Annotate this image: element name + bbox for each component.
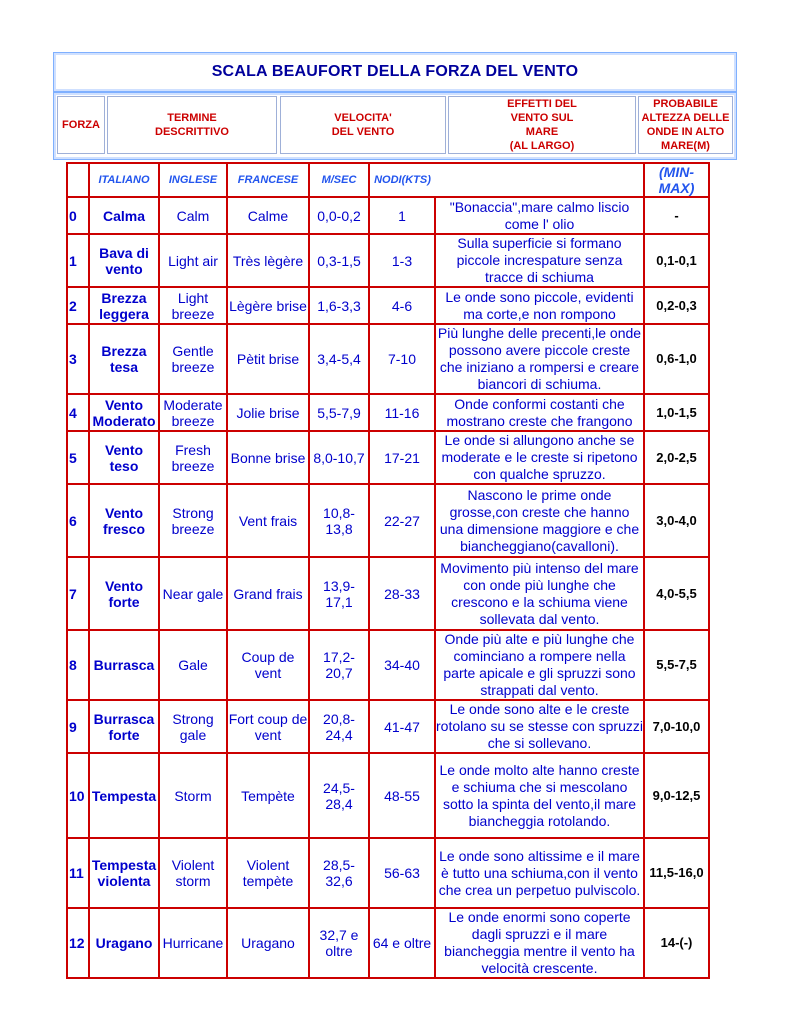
italiano-cell: Brezza leggera bbox=[89, 287, 159, 324]
forza-cell: 9 bbox=[67, 700, 89, 753]
forza-cell: 10 bbox=[67, 753, 89, 838]
table-row bbox=[67, 287, 709, 324]
effetti-cell: Onde conformi costanti che mostrano creste che frangono bbox=[435, 394, 644, 431]
effetti-cell: Le onde si allungono anche se moderate e le creste si ripetono con qualche spruzzo. bbox=[435, 431, 644, 484]
msec-cell: 24,5-28,4 bbox=[309, 753, 369, 838]
nodi-cell: 48-55 bbox=[369, 753, 435, 838]
altezza-cell: 14-(-) bbox=[644, 908, 709, 978]
table-row bbox=[67, 234, 709, 287]
francese-cell: Jolie brise bbox=[227, 394, 309, 431]
table-row bbox=[67, 838, 709, 908]
forza-cell: 1 bbox=[67, 234, 89, 287]
inglese-cell: Light breeze bbox=[159, 287, 227, 324]
forza-cell: 8 bbox=[67, 630, 89, 700]
effetti-cell: Le onde molto alte hanno creste e schiuma che si mescolano sotto la spinta del vento,il mare biancheggia rotolando. bbox=[435, 753, 644, 838]
italiano-cell: Vento Moderato bbox=[89, 394, 159, 431]
nodi-cell: 1-3 bbox=[369, 234, 435, 287]
francese-cell: Grand frais bbox=[227, 557, 309, 630]
italiano-cell: Burrasca forte bbox=[89, 700, 159, 753]
nodi-cell: 64 e oltre bbox=[369, 908, 435, 978]
nodi-cell: 34-40 bbox=[369, 630, 435, 700]
forza-cell: 2 bbox=[67, 287, 89, 324]
francese-cell: Très lègère bbox=[227, 234, 309, 287]
italiano-cell: Tempesta bbox=[89, 753, 159, 838]
inglese-cell: Violent storm bbox=[159, 838, 227, 908]
effetti-cell: Sulla superficie si formano piccole increspature senza tracce di schiuma bbox=[435, 234, 644, 287]
altezza-cell: 0,1-0,1 bbox=[644, 234, 709, 287]
msec-cell: 5,5-7,9 bbox=[309, 394, 369, 431]
italiano-cell: Burrasca bbox=[89, 630, 159, 700]
subheader-empty bbox=[67, 163, 89, 197]
subheader-effetti-empty bbox=[435, 163, 644, 197]
forza-cell: 3 bbox=[67, 324, 89, 394]
beaufort-table bbox=[66, 162, 710, 979]
effetti-cell: "Bonaccia",mare calmo liscio come l' olio bbox=[435, 197, 644, 234]
page-title: SCALA BEAUFORT DELLA FORZA DEL VENTO bbox=[211, 63, 579, 80]
francese-cell: Vent frais bbox=[227, 484, 309, 557]
altezza-cell: 3,0-4,0 bbox=[644, 484, 709, 557]
altezza-cell: 5,5-7,5 bbox=[644, 630, 709, 700]
forza-cell: 0 bbox=[67, 197, 89, 234]
subheader-nodi-label: NODI(KTS) bbox=[374, 174, 431, 186]
subheader-minmax: (MIN- MAX) bbox=[644, 163, 709, 197]
table-row bbox=[67, 630, 709, 700]
effetti-cell: Movimento più intenso del mare con onde più lunghe che crescono e la schiuma viene sollevata dal vento. bbox=[435, 557, 644, 630]
inglese-cell: Storm bbox=[159, 753, 227, 838]
inglese-cell: Hurricane bbox=[159, 908, 227, 978]
inglese-cell: Gale bbox=[159, 630, 227, 700]
table-row bbox=[67, 700, 709, 753]
header-altezza: PROBABILE ALTEZZA DELLE ONDE IN ALTO MARE(M) bbox=[638, 96, 733, 154]
effetti-cell: Le onde sono altissime e il mare è tutto una schiuma,con il vento che crea un perpetuo pulviscolo. bbox=[435, 838, 644, 908]
francese-cell: Uragano bbox=[227, 908, 309, 978]
subheader-francese: FRANCESE bbox=[227, 163, 309, 197]
inglese-cell: Calm bbox=[159, 197, 227, 234]
msec-cell: 3,4-5,4 bbox=[309, 324, 369, 394]
altezza-cell: 11,5-16,0 bbox=[644, 838, 709, 908]
italiano-cell: Vento fresco bbox=[89, 484, 159, 557]
italiano-cell: Uragano bbox=[89, 908, 159, 978]
altezza-cell: 1,0-1,5 bbox=[644, 394, 709, 431]
altezza-cell: 0,2-0,3 bbox=[644, 287, 709, 324]
nodi-cell: 41-47 bbox=[369, 700, 435, 753]
nodi-cell: 7-10 bbox=[369, 324, 435, 394]
inglese-cell: Gentle breeze bbox=[159, 324, 227, 394]
altezza-cell: 9,0-12,5 bbox=[644, 753, 709, 838]
inglese-cell: Moderate breeze bbox=[159, 394, 227, 431]
inglese-cell: Strong breeze bbox=[159, 484, 227, 557]
table-row bbox=[67, 431, 709, 484]
msec-cell: 8,0-10,7 bbox=[309, 431, 369, 484]
nodi-cell: 11-16 bbox=[369, 394, 435, 431]
altezza-cell: 4,0-5,5 bbox=[644, 557, 709, 630]
francese-cell: Coup de vent bbox=[227, 630, 309, 700]
subheader-row bbox=[67, 163, 709, 197]
subheader-inglese: INGLESE bbox=[159, 163, 227, 197]
nodi-cell: 4-6 bbox=[369, 287, 435, 324]
header-forza: FORZA bbox=[57, 96, 105, 154]
msec-cell: 20,8-24,4 bbox=[309, 700, 369, 753]
table-row bbox=[67, 908, 709, 978]
italiano-cell: Bava di vento bbox=[89, 234, 159, 287]
effetti-cell: Nascono le prime onde grosse,con creste che hanno una dimensione maggiore e che biancheggiano(cavalloni). bbox=[435, 484, 644, 557]
nodi-cell: 56-63 bbox=[369, 838, 435, 908]
header-row bbox=[53, 92, 737, 160]
table-row bbox=[67, 197, 709, 234]
subheader-msec: M/SEC bbox=[309, 163, 369, 197]
table-row bbox=[67, 753, 709, 838]
forza-cell: 11 bbox=[67, 838, 89, 908]
altezza-cell: 2,0-2,5 bbox=[644, 431, 709, 484]
subheader-nodi bbox=[369, 163, 435, 197]
italiano-cell: Vento forte bbox=[89, 557, 159, 630]
msec-cell: 32,7 e oltre bbox=[309, 908, 369, 978]
forza-cell: 4 bbox=[67, 394, 89, 431]
nodi-cell: 17-21 bbox=[369, 431, 435, 484]
effetti-cell: Le onde enormi sono coperte dagli spruzzi e il mare biancheggia mentre il vento ha velocità crescente. bbox=[435, 908, 644, 978]
subheader-italiano: ITALIANO bbox=[89, 163, 159, 197]
header-termine: TERMINE DESCRITTIVO bbox=[107, 96, 277, 154]
inglese-cell: Near gale bbox=[159, 557, 227, 630]
effetti-cell: Le onde sono piccole, evidenti ma corte,e non rompono bbox=[435, 287, 644, 324]
altezza-cell: 7,0-10,0 bbox=[644, 700, 709, 753]
msec-cell: 0,3-1,5 bbox=[309, 234, 369, 287]
inglese-cell: Strong gale bbox=[159, 700, 227, 753]
italiano-cell: Calma bbox=[89, 197, 159, 234]
msec-cell: 1,6-3,3 bbox=[309, 287, 369, 324]
francese-cell: Violent tempète bbox=[227, 838, 309, 908]
inglese-cell: Light air bbox=[159, 234, 227, 287]
effetti-cell: Le onde sono alte e le creste rotolano su se stesse con spruzzi che si sollevano. bbox=[436, 701, 643, 751]
altezza-cell: 0,6-1,0 bbox=[644, 324, 709, 394]
italiano-cell: Tempesta violenta bbox=[89, 838, 159, 908]
italiano-cell: Vento teso bbox=[89, 431, 159, 484]
msec-cell: 28,5-32,6 bbox=[309, 838, 369, 908]
table-row bbox=[67, 484, 709, 557]
francese-cell: Tempète bbox=[227, 753, 309, 838]
nodi-cell: 1 bbox=[369, 197, 435, 234]
inglese-cell: Fresh breeze bbox=[159, 431, 227, 484]
altezza-cell: - bbox=[644, 197, 709, 234]
francese-cell: Lègère brise bbox=[227, 287, 309, 324]
effetti-cell: Onde più alte e più lunghe che cominciano a rompere nella parte apicale e gli spruzzi sono strappati dal vento. bbox=[435, 630, 644, 700]
msec-cell: 17,2-20,7 bbox=[309, 630, 369, 700]
nodi-cell: 28-33 bbox=[369, 557, 435, 630]
forza-cell: 5 bbox=[67, 431, 89, 484]
msec-cell: 10,8-13,8 bbox=[309, 484, 369, 557]
forza-cell: 12 bbox=[67, 908, 89, 978]
table-row bbox=[67, 324, 709, 394]
forza-cell: 6 bbox=[67, 484, 89, 557]
francese-cell: Pètit brise bbox=[227, 324, 309, 394]
table-row bbox=[67, 557, 709, 630]
header-velocita: VELOCITA' DEL VENTO bbox=[280, 96, 446, 154]
francese-cell: Fort coup de vent bbox=[227, 700, 309, 753]
msec-cell: 0,0-0,2 bbox=[309, 197, 369, 234]
msec-cell: 13,9-17,1 bbox=[309, 557, 369, 630]
italiano-cell: Brezza tesa bbox=[89, 324, 159, 394]
nodi-cell: 22-27 bbox=[369, 484, 435, 557]
forza-cell: 7 bbox=[67, 557, 89, 630]
francese-cell: Bonne brise bbox=[227, 431, 309, 484]
francese-cell: Calme bbox=[227, 197, 309, 234]
effetti-cell: Più lunghe delle precenti,le onde possono avere piccole creste che iniziano a rompersi e creare biancori di schiuma. bbox=[435, 324, 644, 394]
table-row bbox=[67, 394, 709, 431]
title-box bbox=[53, 52, 737, 92]
header-effetti: EFFETTI DEL VENTO SUL MARE (AL LARGO) bbox=[448, 96, 636, 154]
